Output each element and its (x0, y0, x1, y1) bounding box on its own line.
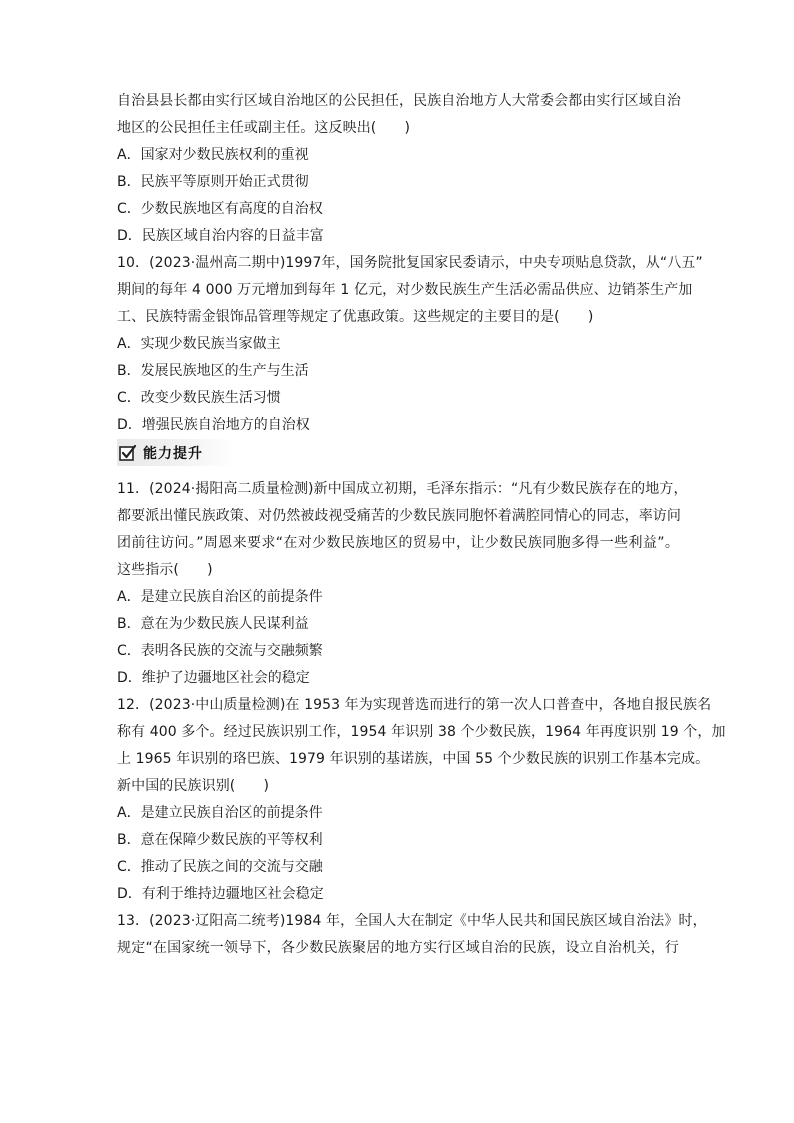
question-10-option-d[interactable]: D．增强民族自治地方的自治权 (117, 417, 310, 433)
checkbox-icon (119, 444, 137, 462)
question-13 (117, 908, 707, 962)
question-12-option-b[interactable]: B．意在保障少数民族的平等权利 (117, 832, 323, 848)
question-11 (117, 476, 688, 692)
question-11-stem-line-3: 团前往访问。”周恩来要求“在对少数民族地区的贸易中，让少数民族同胞多得一些利益”。 (117, 535, 679, 551)
question-10-stem-line-2: 期间的每年 4 000 万元增加到每年 1 亿元，对少数民族生产生活必需品供应、边销茶生产加 (117, 282, 693, 298)
section-header-ability (117, 439, 235, 466)
question-9-stem-line-2: 地区的公民担任主任或副主任。这反映出( ) (117, 120, 411, 136)
question-9 (117, 88, 679, 250)
question-10-stem-line-1: 10．(2023·温州高二期中)1997年，国务院批复国家民委请示，中央专项贴息贷款，从“八五” (117, 255, 703, 271)
question-12-option-a[interactable]: A．是建立民族自治区的前提条件 (117, 805, 323, 821)
question-10 (117, 250, 703, 439)
question-11-stem-line-2: 都要派出懂民族政策、对仍然被歧视受痛苦的少数民族同胞怀着满腔同情心的同志，率访问 (117, 508, 681, 524)
question-13-stem-line-1: 13．(2023·辽阳高二统考)1984 年，全国人大在制定《中华人民共和国民族区域自治法》时， (117, 913, 707, 929)
question-11-stem-line-1: 11．(2024·揭阳高二质量检测)新中国成立初期，毛泽东指示：“凡有少数民族存在的地方， (117, 481, 688, 497)
question-12-stem-line-1: 12．(2023·中山质量检测)在 1953 年为实现普选而进行的第一次人口普查中，各地自报民族名 (117, 697, 712, 713)
question-9-option-c[interactable]: C．少数民族地区有高度的自治权 (117, 201, 323, 217)
question-11-stem-line-4: 这些指示( ) (117, 562, 213, 578)
question-12-option-d[interactable]: D．有利于维持边疆地区社会稳定 (117, 886, 324, 902)
question-12-stem-line-4: 新中国的民族识别( ) (117, 778, 270, 794)
question-12-stem-line-2: 称有 400 多个。经过民族识别工作，1954 年识别 38 个少数民族，1964 年再度识别 19 个，加 (117, 724, 726, 740)
question-11-option-a[interactable]: A．是建立民族自治区的前提条件 (117, 589, 323, 605)
question-10-option-c[interactable]: C．改变少数民族生活习惯 (117, 390, 281, 406)
question-13-stem-line-2: 规定“在国家统一领导下，各少数民族聚居的地方实行区域自治的民族，设立自治机关，行 (117, 940, 679, 956)
document-page (117, 88, 726, 962)
question-9-option-a[interactable]: A．国家对少数民族权利的重视 (117, 147, 309, 163)
question-12-option-c[interactable]: C．推动了民族之间的交流与交融 (117, 859, 323, 875)
section-title: 能力提升 (143, 445, 203, 462)
question-9-stem-line-1: 自治县县长都由实行区域自治地区的公民担任，民族自治地方人大常委会都由实行区域自治 (117, 93, 681, 109)
question-12-stem-line-3: 上 1965 年识别的珞巴族、1979 年识别的基诺族，中国 55 个少数民族的识别工作基本完成。 (117, 751, 710, 767)
question-9-option-b[interactable]: B．民族平等原则开始正式贯彻 (117, 174, 309, 190)
question-10-option-a[interactable]: A．实现少数民族当家做主 (117, 336, 281, 352)
question-9-option-d[interactable]: D．民族区域自治内容的日益丰富 (117, 228, 324, 244)
question-11-option-b[interactable]: B．意在为少数民族人民谋利益 (117, 616, 309, 632)
question-12 (117, 692, 726, 908)
question-11-option-c[interactable]: C．表明各民族的交流与交融频繁 (117, 643, 323, 659)
section-gap (117, 466, 679, 476)
question-11-option-d[interactable]: D．维护了边疆地区社会的稳定 (117, 670, 310, 686)
question-10-stem-line-3: 工、民族特需金银饰品管理等规定了优惠政策。这些规定的主要目的是( ) (117, 309, 594, 325)
question-10-option-b[interactable]: B．发展民族地区的生产与生活 (117, 363, 309, 379)
